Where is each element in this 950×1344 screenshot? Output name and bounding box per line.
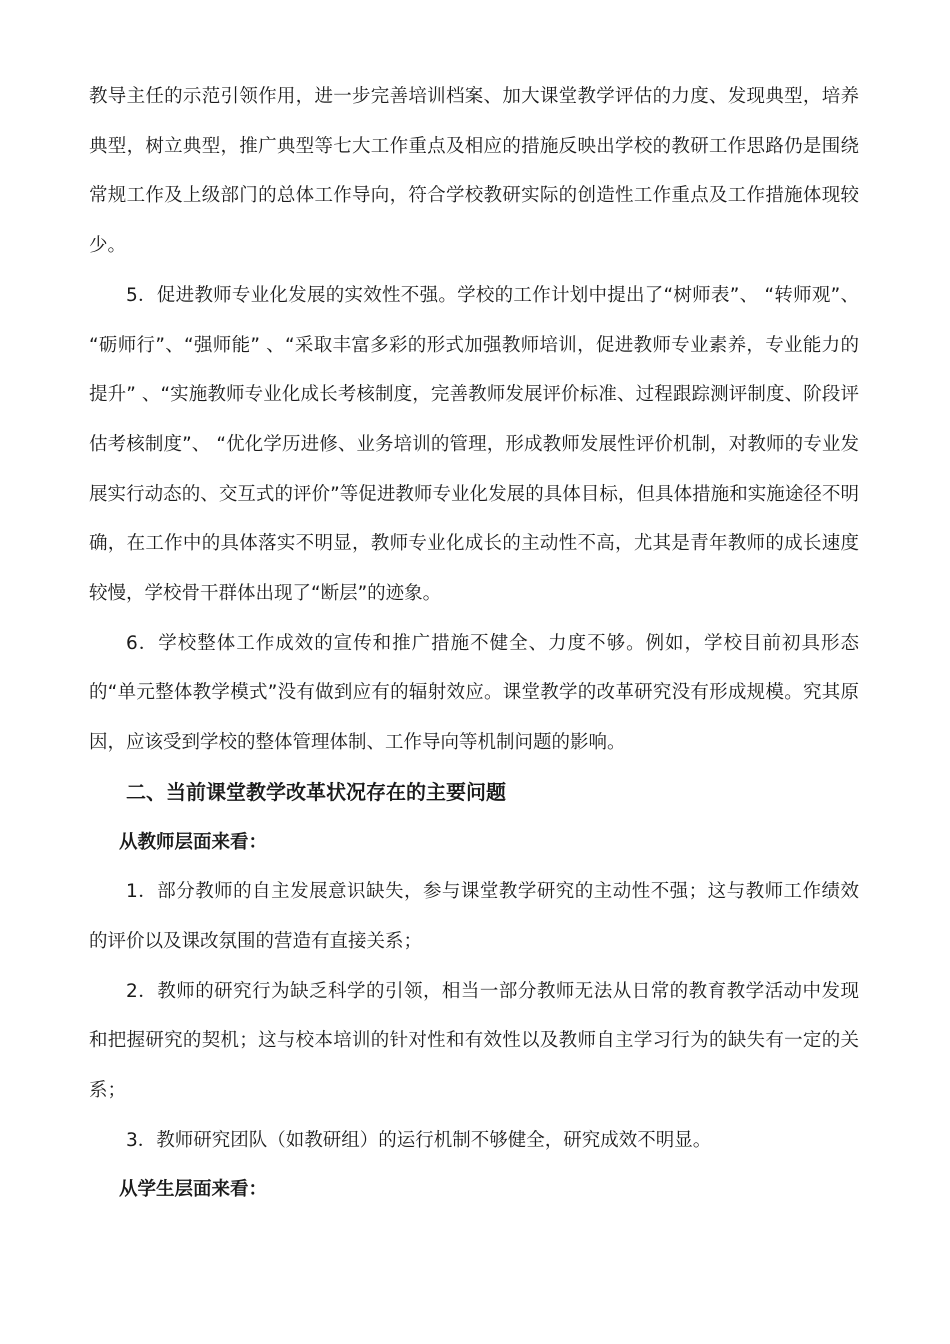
paragraph-item-5: 5．促进教师专业化发展的实效性不强。学校的工作计划中提出了“树师表”、 “转师观”、 “砺师行”、“强师能” 、“采取丰富多彩的形式加强教师培训，促进教师专业素养，专业能力的提升” 、“实施教师专业化成长考核制度，完善教师发展评价标准、过程跟踪测评制度、阶段评估考核制度”、 “优化学历进修、业务培训的管理，形成教师发展性评价机制，对教师的专业发展实行动态的、交互式的评价”等促进教师专业化发展的具体目标，但具体措施和实施途径不明确，在工作中的具体落实不明显，教师专业化成长的主动性不高，尤其是青年教师的成长速度较慢，学校骨干群体出现了“断层”的迹象。 [89, 284, 859, 605]
paragraph-item-6: 6．学校整体工作成效的宣传和推广措施不健全、力度不够。例如，学校目前初具形态的“单元整体教学模式”没有做到应有的辐射效应。课堂教学的改革研究没有形成规模。究其原因，应该受到学校的整体管理体制、工作导向等机制问题的影响。 [89, 632, 859, 754]
paragraph-continuation: 教导主任的示范引领作用，进一步完善培训档案、加大课堂教学评估的力度、发现典型，培养典型，树立典型，推广典型等七大工作重点及相应的措施反映出学校的教研工作思路仍是围绕常规工作及上级部门的总体工作导向，符合学校教研实际的创造性工作重点及工作措施体现较少。 [89, 86, 859, 257]
subheading-student-level: 从学生层面来看： [119, 1179, 268, 1201]
document-page [89, 72, 859, 1215]
section-heading: 二、当前课堂教学改革状况存在的主要问题 [126, 779, 506, 804]
subheading-teacher-level: 从教师层面来看： [119, 831, 268, 853]
teacher-issue-2: 2．教师的研究行为缺乏科学的引领，相当一部分教师无法从日常的教育教学活动中发现和把握研究的契机；这与校本培训的针对性和有效性以及教师自主学习行为的缺失有一定的关系； [89, 980, 859, 1102]
teacher-issue-1: 1．部分教师的自主发展意识缺失，参与课堂教学研究的主动性不强；这与教师工作绩效的评价以及课改氛围的营造有直接关系； [89, 881, 859, 952]
teacher-issue-3: 3．教师研究团队（如教研组）的运行机制不够健全，研究成效不明显。 [126, 1129, 712, 1151]
